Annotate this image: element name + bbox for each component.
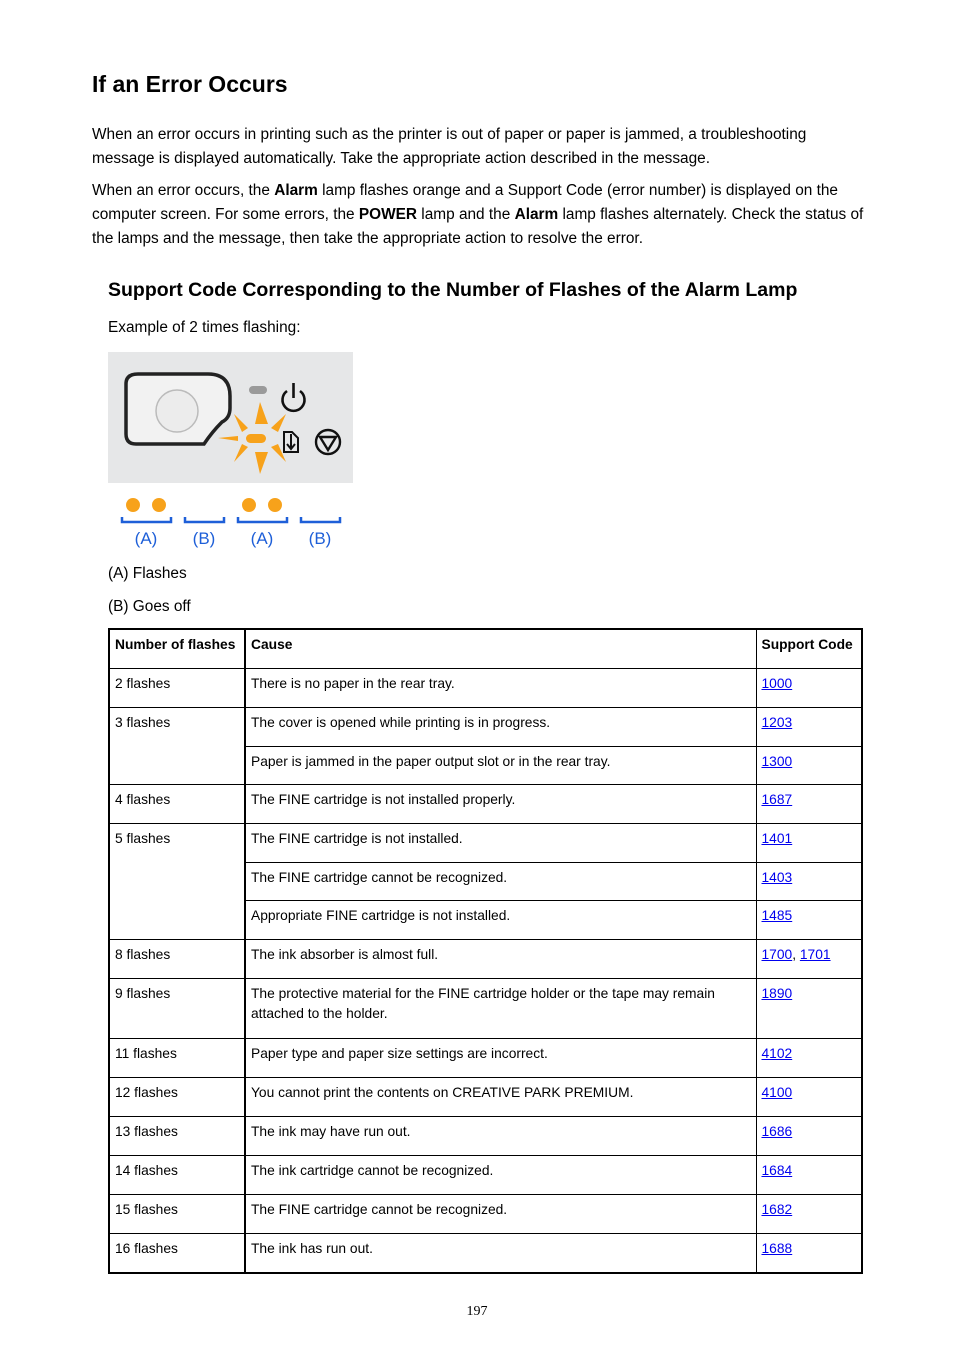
cell-cause: Paper is jammed in the paper output slot or in the rear tray. xyxy=(245,747,756,785)
cell-cause: The FINE cartridge cannot be recognized. xyxy=(245,863,756,901)
support-code-link[interactable]: 1203 xyxy=(761,715,793,730)
support-code-link[interactable]: 1700 xyxy=(761,947,793,962)
cell-cause: The ink cartridge cannot be recognized. xyxy=(245,1156,756,1195)
cell-number-of-flashes: 12 flashes xyxy=(109,1078,245,1117)
bracket-a xyxy=(238,517,287,522)
support-code-link[interactable]: 1000 xyxy=(761,676,793,691)
table-row xyxy=(109,824,862,863)
p2-power: POWER xyxy=(358,206,418,223)
p2-alarm-1: Alarm xyxy=(274,182,318,199)
cell-support-code xyxy=(756,1195,862,1234)
cell-support-code: 1700, 1701 xyxy=(756,940,862,979)
cell-support-code xyxy=(756,708,862,747)
flash-dot xyxy=(268,498,282,512)
table-row xyxy=(109,1234,862,1274)
support-code-link[interactable]: 1686 xyxy=(761,1124,793,1139)
cell-cause: Paper type and paper size settings are incorrect. xyxy=(245,1039,756,1078)
cell-support-code xyxy=(756,1039,862,1078)
bracket-a xyxy=(122,517,171,522)
cell-support-code xyxy=(756,669,862,708)
flash-timing-diagram xyxy=(122,498,340,548)
page-title: If an Error Occurs xyxy=(92,71,288,97)
cell-cause: The cover is opened while printing is in progress. xyxy=(245,708,756,747)
intro-paragraph-2 xyxy=(92,179,867,251)
table-row xyxy=(109,1117,862,1156)
cell-cause: There is no paper in the rear tray. xyxy=(245,669,756,708)
cell-support-code xyxy=(756,901,862,940)
bracket-b xyxy=(185,517,224,522)
figure-label-b: (B) xyxy=(308,529,332,548)
cell-support-code xyxy=(756,785,862,824)
page-number: 197 xyxy=(466,1304,488,1319)
header-cause: Cause xyxy=(245,629,756,669)
support-code-link[interactable]: 1688 xyxy=(761,1241,793,1256)
support-code-link[interactable]: 1701 xyxy=(799,947,831,962)
support-code-link[interactable]: 1485 xyxy=(761,908,793,923)
cell-number-of-flashes: 14 flashes xyxy=(109,1156,245,1195)
header-number-of-flashes: Number of flashes xyxy=(109,629,245,669)
cell-number-of-flashes: 2 flashes xyxy=(109,669,245,708)
cell-cause: The FINE cartridge is not installed properly. xyxy=(245,785,756,824)
cell-support-code xyxy=(756,1156,862,1195)
table-row xyxy=(109,940,862,979)
p2-text-1: When an error occurs, the xyxy=(92,182,275,199)
cell-number-of-flashes: 15 flashes xyxy=(109,1195,245,1234)
bracket-b xyxy=(301,517,340,522)
support-code-table xyxy=(108,628,863,1274)
legend-flashes: (A) Flashes xyxy=(108,565,187,582)
power-lamp xyxy=(249,386,267,394)
cell-cause: You cannot print the contents on CREATIVE PARK PREMIUM. xyxy=(245,1078,756,1117)
cell-support-code xyxy=(756,1234,862,1274)
flash-dot xyxy=(152,498,166,512)
support-code-link[interactable]: 1300 xyxy=(761,754,793,769)
printer-panel-illustration xyxy=(108,352,353,552)
table-row xyxy=(109,785,862,824)
support-code-link[interactable]: 1403 xyxy=(761,870,793,885)
cell-number-of-flashes: 9 flashes xyxy=(109,979,245,1039)
cell-number-of-flashes: 4 flashes xyxy=(109,785,245,824)
support-code-link[interactable]: 1684 xyxy=(761,1163,793,1178)
cell-cause: The ink absorber is almost full. xyxy=(245,940,756,979)
figure-label-a: (A) xyxy=(134,529,158,548)
cell-support-code xyxy=(756,747,862,785)
cell-support-code xyxy=(756,863,862,901)
legend-goes-off: (B) Goes off xyxy=(108,598,191,615)
p2-text-4: lamp flashes alternately. Check the status of the lamps and the message, then take the appropriate action to resolve the error. xyxy=(92,206,864,247)
table-row xyxy=(109,979,862,1039)
table-header-row xyxy=(109,629,862,669)
table-row xyxy=(109,1156,862,1195)
support-code-link[interactable]: 1687 xyxy=(761,792,793,807)
cell-cause: The FINE cartridge is not installed. xyxy=(245,824,756,863)
table-body xyxy=(109,669,862,1274)
table-row xyxy=(109,669,862,708)
header-support-code: Support Code xyxy=(756,629,862,669)
support-code-link[interactable]: 4100 xyxy=(761,1085,793,1100)
cell-cause: The FINE cartridge cannot be recognized. xyxy=(245,1195,756,1234)
p2-text-2: lamp flashes orange and a Support Code (error number) is displayed on the computer screen. For some errors, the xyxy=(92,182,838,223)
alarm-lamp-figure xyxy=(108,352,353,552)
table-row xyxy=(109,708,862,747)
intro-paragraph-1: When an error occurs in printing such as the printer is out of paper or paper is jammed, a troubleshooting message is displayed automatically. Take the appropriate action described in the message. xyxy=(92,126,807,167)
support-code-link[interactable]: 4102 xyxy=(761,1046,793,1061)
section-title: Support Code Corresponding to the Number of Flashes of the Alarm Lamp xyxy=(108,279,798,301)
cell-number-of-flashes: 3 flashes xyxy=(109,708,245,785)
cell-cause: The ink has run out. xyxy=(245,1234,756,1274)
cell-number-of-flashes: 16 flashes xyxy=(109,1234,245,1274)
alarm-lamp xyxy=(246,434,266,443)
cell-number-of-flashes: 5 flashes xyxy=(109,824,245,940)
table-row xyxy=(109,1078,862,1117)
cell-number-of-flashes: 11 flashes xyxy=(109,1039,245,1078)
table-row xyxy=(109,1195,862,1234)
example-label: Example of 2 times flashing: xyxy=(108,319,301,336)
support-code-link[interactable]: 1890 xyxy=(761,986,793,1001)
cell-support-code xyxy=(756,979,862,1039)
support-code-link[interactable]: 1401 xyxy=(761,831,793,846)
cell-number-of-flashes: 13 flashes xyxy=(109,1117,245,1156)
cell-cause: The protective material for the FINE cartridge holder or the tape may remain attached to the holder. xyxy=(245,979,756,1039)
p2-text-3: lamp and the xyxy=(417,206,515,223)
cell-cause: Appropriate FINE cartridge is not installed. xyxy=(245,901,756,940)
cell-support-code xyxy=(756,1117,862,1156)
support-code-link[interactable]: 1682 xyxy=(761,1202,793,1217)
flash-dot xyxy=(126,498,140,512)
cell-cause: The ink may have run out. xyxy=(245,1117,756,1156)
table-row xyxy=(109,1039,862,1078)
flash-dot xyxy=(242,498,256,512)
p2-alarm-2: Alarm xyxy=(514,206,559,223)
cell-support-code xyxy=(756,824,862,863)
figure-label-a: (A) xyxy=(250,529,274,548)
cell-number-of-flashes: 8 flashes xyxy=(109,940,245,979)
figure-label-b: (B) xyxy=(192,529,216,548)
cell-support-code xyxy=(756,1078,862,1117)
